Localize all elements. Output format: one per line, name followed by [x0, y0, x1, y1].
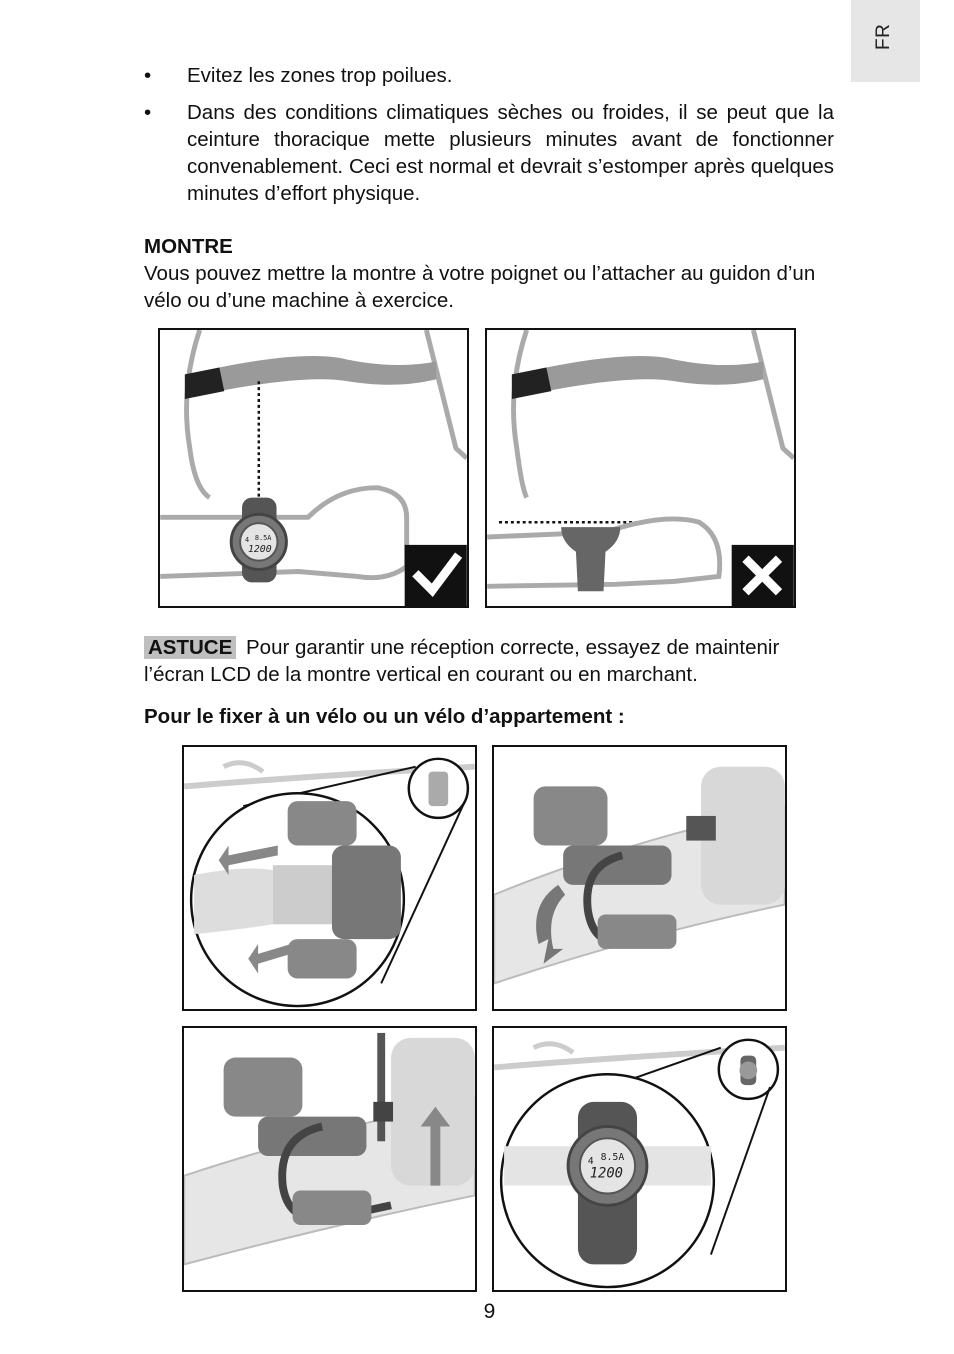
section-montre [144, 233, 834, 314]
bullet-symbol: • [144, 64, 152, 87]
figure-bike-step-1 [182, 745, 477, 1011]
tip-paragraph [144, 634, 834, 688]
section-body: Vous pouvez mettre la montre à votre poignet ou l’attacher au guidon d’un vélo ou d’une machine à exercice. [144, 262, 816, 312]
bike-heading: Pour le fixer à un vélo ou un vélo d’appartement : [144, 705, 625, 728]
figure-wrist-correct [158, 328, 469, 608]
watch-top-value: 8.5A [600, 1151, 625, 1163]
language-tab [851, 0, 920, 82]
watch-top-value: 8.5A [254, 533, 272, 542]
tip-label: ASTUCE [144, 636, 236, 659]
page-number: 9 [483, 1300, 496, 1323]
figure-bike-step-3 [182, 1026, 477, 1292]
section-heading: MONTRE [144, 235, 233, 258]
wrist-illustration [160, 330, 467, 606]
figure-arm-wrong [485, 328, 796, 608]
watch-main-value: 1200 [247, 543, 272, 555]
watch-main-value: 1200 [589, 1165, 623, 1182]
bullet-text: Evitez les zones trop poilues. [187, 64, 453, 87]
tip-text: Pour garantir une réception correcte, essayez de maintenir l’écran LCD de la montre vertical en courant ou en marchant. [144, 636, 780, 686]
figure-bike-step-4 [492, 1026, 787, 1292]
bullet-text: Dans des conditions climatiques sèches ou froides, il se peut que la ceinture thoracique mette plusieurs minutes avant de fonctionner convenablement. Ceci est normal et devrait s’estomper après quelques minutes d’effort physique. [187, 101, 834, 205]
language-tab-label: FR [873, 23, 894, 50]
watch-left-digit: 4 [587, 1155, 594, 1167]
figure-bike-step-2 [492, 745, 787, 1011]
watch-left-digit: 4 [244, 535, 250, 544]
bullet-symbol: • [144, 101, 152, 124]
arm-illustration [487, 330, 794, 606]
